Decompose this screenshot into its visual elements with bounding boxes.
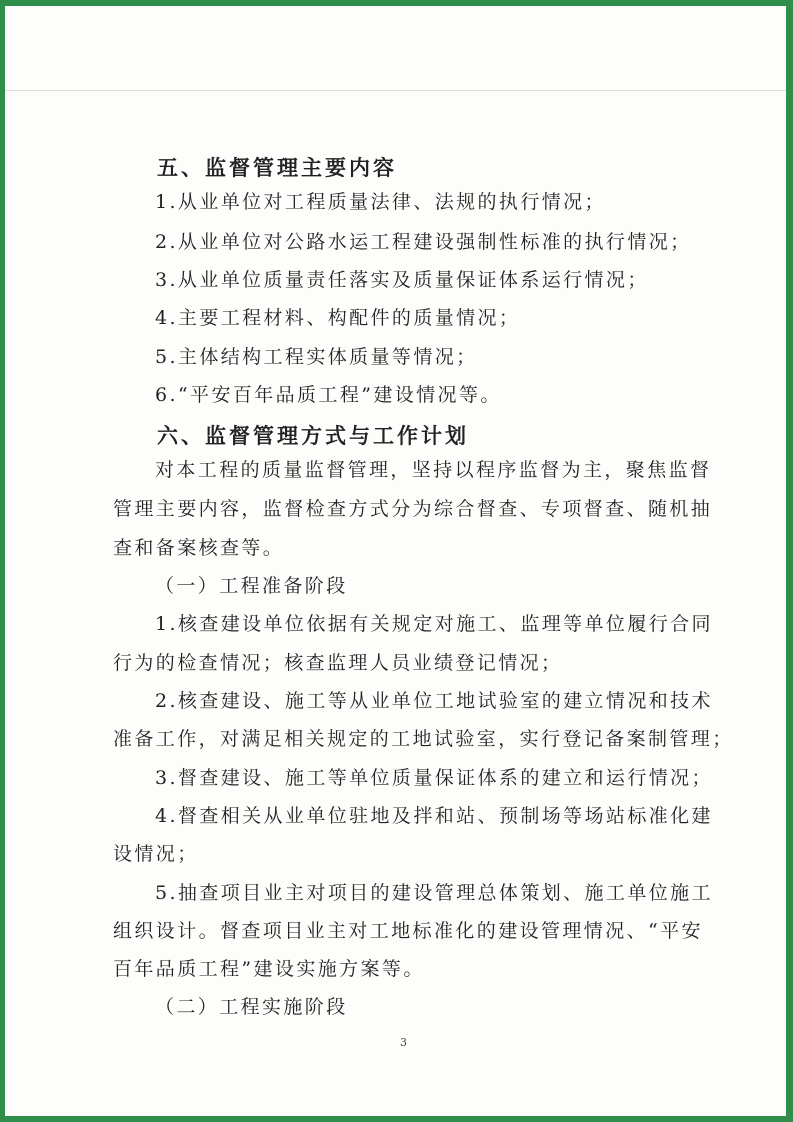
paragraph-line: 对本工程的质量监督管理，坚持以程序监督为主，聚焦监督: [155, 459, 712, 481]
subsection-heading-1: （一）工程准备阶段: [155, 575, 348, 597]
list-item: 2.从业单位对公路水运工程建设强制性标准的执行情况；: [155, 231, 692, 253]
paragraph-line: 2.核查建设、施工等从业单位工地试验室的建立情况和技术: [155, 690, 713, 712]
paragraph-line: 1.核查建设单位依据有关规定对施工、监理等单位履行合同: [155, 613, 713, 635]
page-number: 3: [400, 1036, 407, 1049]
list-item: 5.主体结构工程实体质量等情况；: [155, 346, 478, 368]
subsection-heading-2: （二）工程实施阶段: [155, 996, 348, 1018]
list-item: 3.从业单位质量责任落实及质量保证体系运行情况；: [155, 269, 649, 291]
paragraph-line: 3.督查建设、施工等单位质量保证体系的建立和运行情况；: [155, 767, 713, 789]
paragraph-line: 查和备案核查等。: [113, 537, 285, 559]
document-page: [5, 6, 786, 1116]
paragraph-line: 5.抽查项目业主对项目的建设管理总体策划、施工单位施工: [155, 882, 713, 904]
list-item: 4.主要工程材料、构配件的质量情况；: [155, 307, 521, 329]
scan-artifact-line: [5, 90, 786, 91]
paragraph-line: 百年品质工程”建设实施方案等。: [113, 958, 425, 980]
section-heading-5: 五、监督管理主要内容: [157, 155, 397, 180]
paragraph-line: 准备工作，对满足相关规定的工地试验室，实行登记备案制管理；: [113, 728, 734, 750]
paragraph-line: 组织设计。督查项目业主对工地标准化的建设管理情况、“平安: [113, 920, 703, 942]
section-heading-6: 六、监督管理方式与工作计划: [157, 423, 469, 448]
list-item: 6.“平安百年品质工程”建设情况等。: [155, 384, 502, 406]
paragraph-line: 管理主要内容，监督检查方式分为综合督查、专项督查、随机抽: [113, 498, 713, 520]
paragraph-line: 行为的检查情况；核查监理人员业绩登记情况；: [113, 652, 563, 674]
paragraph-line: 4.督查相关从业单位驻地及拌和站、预制场等场站标准化建: [155, 805, 713, 827]
paragraph-line: 设情况；: [113, 843, 199, 865]
list-item: 1.从业单位对工程质量法律、法规的执行情况；: [155, 191, 606, 213]
